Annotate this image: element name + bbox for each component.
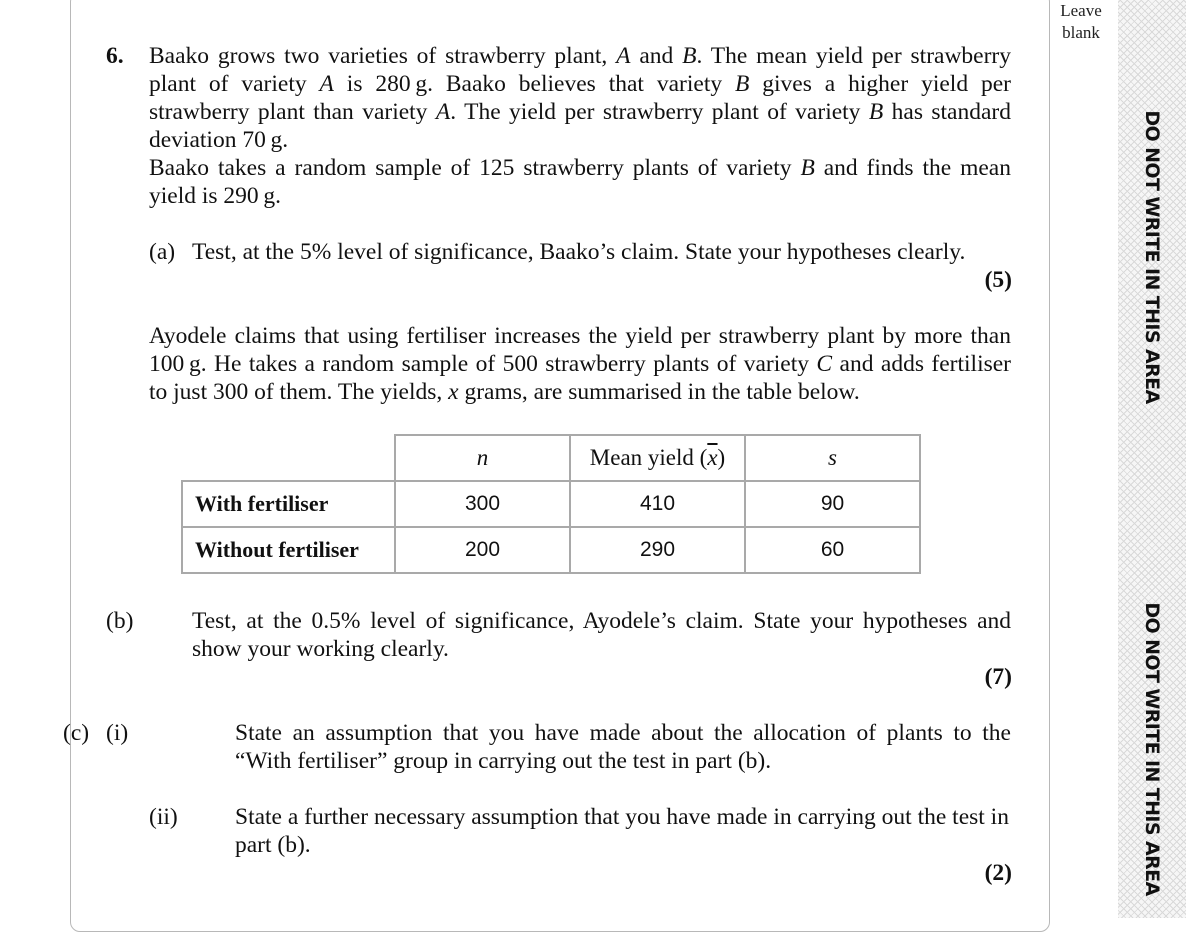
part-a-text: Test, at the 5% level of significance, Baako’s claim. State your hypotheses clearly.	[192, 239, 966, 265]
margin-warning-bottom: DO NOT WRITE IN THIS AREA	[1141, 602, 1163, 896]
cell-mean: 290	[570, 527, 745, 573]
row-label-with-fertiliser: With fertiliser	[182, 481, 395, 527]
leave-blank-line1: Leave	[1060, 1, 1102, 20]
header-s: s	[745, 435, 920, 481]
question-number: 6.	[106, 43, 124, 69]
cell-n: 200	[395, 527, 570, 573]
part-c-ii-text: State a further necessary assumption that you have made in carrying out the test in part (b).	[235, 804, 1009, 858]
part-a-label: (a)	[149, 239, 176, 265]
table-row	[182, 527, 920, 573]
cell-mean: 410	[570, 481, 745, 527]
cell-n: 300	[395, 481, 570, 527]
leave-blank-note	[1054, 0, 1108, 44]
part-c-i-text: State an assumption that you have made about the allocation of plants to the “With fertiliser” group in carrying out the test in part (b).	[235, 720, 1011, 774]
row-label-without-fertiliser: Without fertiliser	[182, 527, 395, 573]
table-header-row	[182, 435, 920, 481]
cell-s: 90	[745, 481, 920, 527]
yield-table	[181, 434, 921, 574]
part-a	[149, 238, 1011, 266]
part-b-text: Test, at the 0.5% level of significance, Ayodele’s claim. State your hypotheses and show your working clearly.	[192, 608, 1011, 662]
part-c-i	[63, 719, 1011, 775]
part-c-i-label: (i)	[106, 720, 129, 746]
margin-warning-top: DO NOT WRITE IN THIS AREA	[1141, 110, 1163, 404]
question-intro: Baako grows two varieties of strawberry plant, A and B. The mean yield per strawberry plant of variety A is 280 g. Baako believes that variety B gives a higher yield per strawberry plant than variety A. The yield per strawberry plant of variety B has standard deviation 70 g.	[149, 43, 1011, 153]
part-b-label: (b)	[106, 608, 134, 634]
part-b-marks: (7)	[984, 664, 1012, 690]
sample-statement: Baako takes a random sample of 125 strawberry plants of variety B and finds the mean yield is 290 g.	[149, 155, 1011, 209]
header-mean-yield: Mean yield $(\overline{x})$	[570, 435, 745, 481]
ayodele-claim: Ayodele claims that using fertiliser increases the yield per strawberry plant by more than 100 g. He takes a random sample of 500 strawberry plants of variety C and adds fertiliser to just 300 of them. The yields, x grams, are summarised in the table below.	[149, 323, 1011, 405]
part-c-label: (c)	[63, 720, 90, 746]
part-b	[106, 607, 1011, 663]
table-row	[182, 481, 920, 527]
part-c-marks: (2)	[984, 860, 1012, 886]
leave-blank-line2: blank	[1062, 23, 1100, 42]
cell-s: 60	[745, 527, 920, 573]
part-a-marks: (5)	[984, 267, 1012, 293]
header-n: n	[395, 435, 570, 481]
table-corner	[182, 435, 395, 481]
part-c-ii	[149, 803, 1011, 859]
part-c-ii-label: (ii)	[149, 804, 178, 830]
